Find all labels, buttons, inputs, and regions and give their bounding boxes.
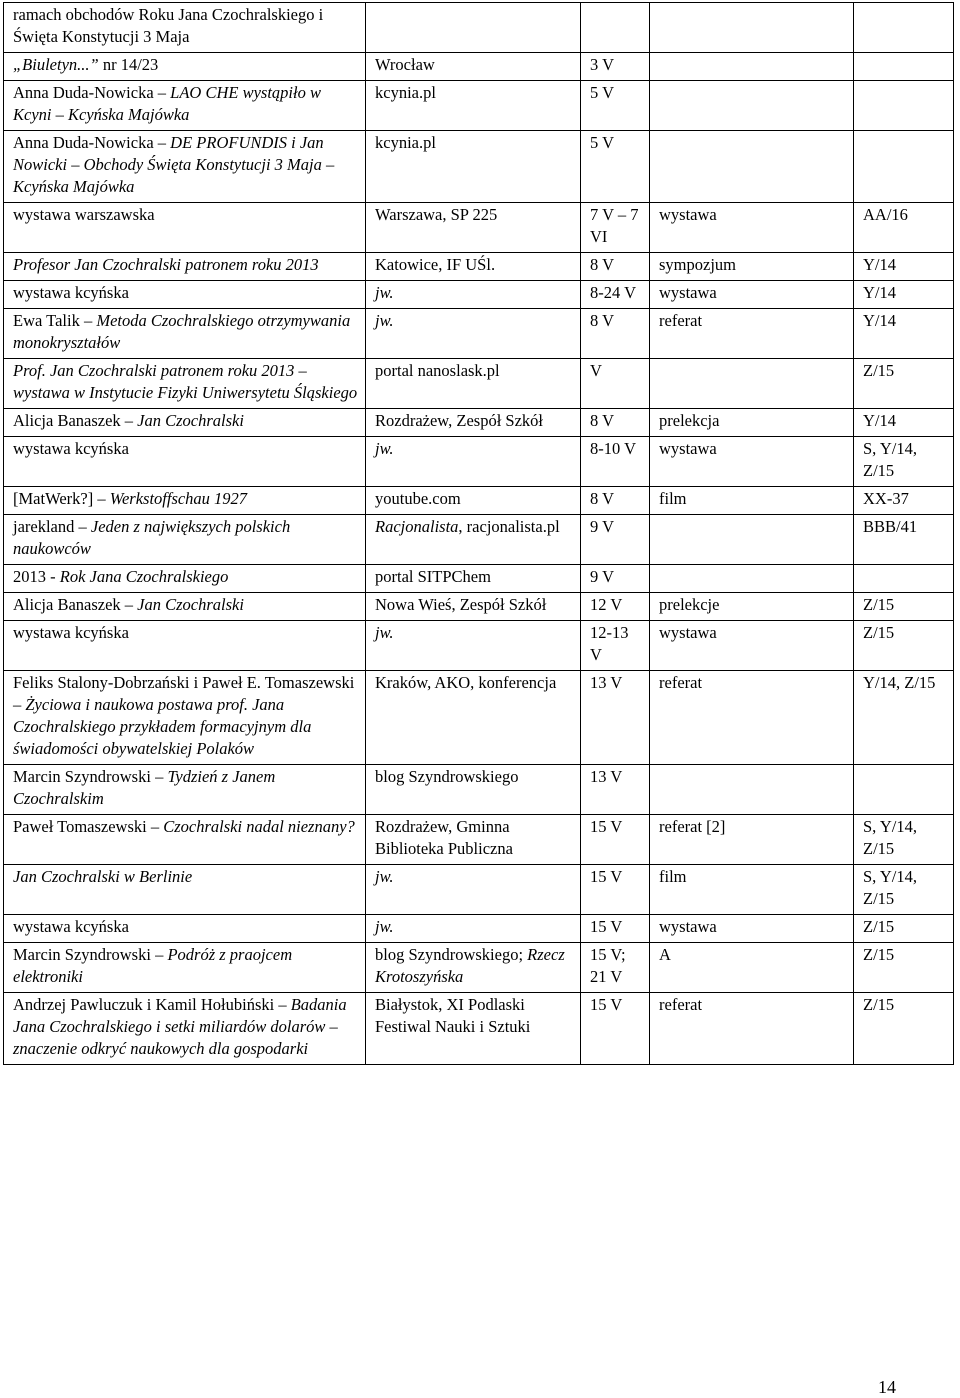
table-row: [4, 515, 954, 565]
cell-place-text: Warszawa, SP 225: [375, 205, 498, 224]
cell-type: [650, 621, 854, 671]
cell-code: [854, 765, 954, 815]
cell-title-text: Ewa Talik –: [13, 311, 97, 330]
cell-date: [581, 203, 650, 253]
cell-title: [4, 671, 366, 765]
cell-date-text: 12 V: [590, 595, 623, 614]
cell-code-text: Y/14: [863, 255, 896, 274]
table-row: [4, 865, 954, 915]
cell-title: [4, 915, 366, 943]
cell-place: [366, 593, 581, 621]
cell-date: [581, 815, 650, 865]
event-register-body: [4, 3, 954, 1065]
cell-place: [366, 309, 581, 359]
cell-title-text: Czochralski nadal nieznany?: [163, 817, 355, 836]
cell-place-text: Rzecz Krotoszyńska: [375, 945, 565, 986]
cell-date: [581, 253, 650, 281]
cell-date: [581, 943, 650, 993]
cell-title: [4, 81, 366, 131]
cell-code: [854, 943, 954, 993]
cell-title-text: Werkstoffschau 1927: [109, 489, 248, 508]
cell-place-text: youtube.com: [375, 489, 461, 508]
cell-place: [366, 993, 581, 1065]
table-row: [4, 593, 954, 621]
cell-type-text: prelekcja: [659, 411, 720, 430]
cell-title-text: nr 14/23: [98, 55, 159, 74]
cell-date: [581, 359, 650, 409]
cell-title: [4, 993, 366, 1065]
cell-title-text: DE PROFUNDIS i Jan Nowicki – Obchody Święta Konstytucji 3 Maja – Kcyńska Majówka: [13, 133, 335, 196]
cell-code-text: BBB/41: [863, 517, 918, 536]
table-row: [4, 765, 954, 815]
cell-date-text: 3 V: [590, 55, 614, 74]
cell-title-text: Feliks Stalony-Dobrzański i Paweł E. Tomaszewski –: [13, 673, 355, 714]
cell-title: [4, 515, 366, 565]
cell-title: [4, 281, 366, 309]
cell-place-text: jw.: [375, 623, 394, 642]
cell-date: [581, 915, 650, 943]
cell-place: [366, 131, 581, 203]
cell-date: [581, 765, 650, 815]
cell-title-text: wystawa warszawska: [13, 205, 155, 224]
cell-place: [366, 409, 581, 437]
cell-code-text: Z/15: [863, 995, 895, 1014]
cell-type: [650, 565, 854, 593]
cell-type: [650, 253, 854, 281]
cell-date: [581, 865, 650, 915]
cell-date: [581, 993, 650, 1065]
cell-type-text: wystawa: [659, 283, 717, 302]
cell-type: [650, 943, 854, 993]
cell-place: [366, 53, 581, 81]
cell-code-text: Z/15: [863, 595, 895, 614]
cell-place-text: blog Szyndrowskiego;: [375, 945, 528, 964]
cell-place: [366, 865, 581, 915]
cell-title: [4, 593, 366, 621]
cell-date-text: 13 V: [590, 767, 623, 786]
cell-title: [4, 359, 366, 409]
page-number: 14: [878, 1377, 896, 1397]
cell-date-text: 8 V: [590, 489, 614, 508]
cell-type: [650, 131, 854, 203]
cell-date-text: 9 V: [590, 517, 614, 536]
cell-title-text: Tydzień z Janem Czochralskim: [13, 767, 276, 808]
cell-place-text: jw.: [375, 917, 394, 936]
cell-place-text: portal SITPChem: [375, 567, 491, 586]
cell-title: [4, 131, 366, 203]
cell-title-text: Badania Jana Czochralskiego i setki miliardów dolarów – znaczenie odkryć naukowych dla gospodarki: [13, 995, 347, 1058]
cell-place: [366, 671, 581, 765]
cell-title: [4, 943, 366, 993]
cell-place-text: Katowice, IF UŚl.: [375, 255, 496, 274]
cell-code: [854, 487, 954, 515]
cell-date: [581, 565, 650, 593]
cell-title: [4, 765, 366, 815]
cell-date-text: 7 V – 7 VI: [590, 205, 639, 246]
cell-title-text: wystawa kcyńska: [13, 623, 129, 642]
cell-date-text: 13 V: [590, 673, 623, 692]
cell-place: [366, 359, 581, 409]
cell-title-text: wystawa kcyńska: [13, 283, 129, 302]
cell-title-text: Anna Duda-Nowicka –: [13, 133, 171, 152]
cell-title-text: „Biuletyn...”: [13, 55, 99, 74]
cell-code: [854, 253, 954, 281]
cell-code-text: Y/14, Z/15: [863, 673, 936, 692]
cell-date-text: 9 V: [590, 567, 614, 586]
cell-place-text: Nowa Wieś, Zespół Szkół: [375, 595, 547, 614]
cell-date: [581, 409, 650, 437]
cell-date: [581, 487, 650, 515]
cell-title-text: Jan Czochralski: [137, 595, 244, 614]
cell-place-text: blog Szyndrowskiego: [375, 767, 519, 786]
table-row: [4, 815, 954, 865]
cell-date: [581, 671, 650, 765]
cell-date: [581, 593, 650, 621]
cell-place-text: , racjonalista.pl: [458, 517, 560, 536]
cell-place: [366, 81, 581, 131]
cell-place: [366, 943, 581, 993]
cell-place: [366, 565, 581, 593]
cell-title-text: Anna Duda-Nowicka –: [13, 83, 171, 102]
table-row: [4, 671, 954, 765]
cell-type-text: wystawa: [659, 917, 717, 936]
cell-type: [650, 765, 854, 815]
cell-type: [650, 281, 854, 309]
table-row: [4, 487, 954, 515]
cell-type: [650, 593, 854, 621]
cell-type: [650, 671, 854, 765]
cell-place: [366, 281, 581, 309]
cell-type-text: referat [2]: [659, 817, 726, 836]
cell-type-text: wystawa: [659, 439, 717, 458]
cell-title-text: Marcin Szyndrowski –: [13, 767, 168, 786]
cell-date-text: 15 V: [590, 917, 623, 936]
cell-date: [581, 309, 650, 359]
cell-type: [650, 815, 854, 865]
cell-code: [854, 281, 954, 309]
cell-code-text: S, Y/14, Z/15: [863, 817, 917, 858]
cell-place: [366, 815, 581, 865]
cell-date-text: 8 V: [590, 411, 614, 430]
cell-type-text: prelekcje: [659, 595, 720, 614]
cell-title-text: 2013 -: [13, 567, 60, 586]
cell-date: [581, 437, 650, 487]
cell-type: [650, 53, 854, 81]
cell-type: [650, 437, 854, 487]
table-row: [4, 281, 954, 309]
cell-code-text: Z/15: [863, 623, 895, 642]
cell-date-text: 12-13 V: [590, 623, 629, 664]
cell-code-text: AA/16: [863, 205, 908, 224]
table-row: [4, 81, 954, 131]
cell-code: [854, 131, 954, 203]
cell-date-text: 15 V: [590, 817, 623, 836]
table-row: [4, 915, 954, 943]
cell-date: [581, 53, 650, 81]
cell-code-text: Y/14: [863, 411, 896, 430]
cell-code: [854, 515, 954, 565]
cell-place-text: kcynia.pl: [375, 83, 436, 102]
cell-title-text: Jan Czochralski: [137, 411, 244, 430]
cell-type: [650, 993, 854, 1065]
cell-place-text: jw.: [375, 283, 394, 302]
cell-title-text: Paweł Tomaszewski –: [13, 817, 164, 836]
table-row: [4, 3, 954, 53]
event-register-table: [3, 2, 954, 1065]
cell-type-text: referat: [659, 995, 703, 1014]
cell-title: [4, 53, 366, 81]
cell-title-text: jarekland –: [13, 517, 91, 536]
cell-code: [854, 53, 954, 81]
cell-code: [854, 915, 954, 943]
cell-date-text: 5 V: [590, 133, 614, 152]
cell-title: [4, 487, 366, 515]
cell-place: [366, 915, 581, 943]
cell-place-text: Wrocław: [375, 55, 435, 74]
cell-date: [581, 281, 650, 309]
cell-type: [650, 915, 854, 943]
cell-place-text: jw.: [375, 311, 394, 330]
cell-title: [4, 309, 366, 359]
cell-code-text: Z/15: [863, 917, 895, 936]
cell-type: [650, 81, 854, 131]
cell-place-text: Białystok, XI Podlaski Festiwal Nauki i Sztuki: [375, 995, 531, 1036]
cell-code: [854, 815, 954, 865]
table-row: [4, 359, 954, 409]
cell-type-text: film: [659, 489, 687, 508]
cell-code: [854, 671, 954, 765]
cell-type: [650, 3, 854, 53]
cell-place: [366, 253, 581, 281]
cell-date-text: 15 V: [590, 995, 623, 1014]
cell-title: [4, 3, 366, 53]
cell-title-text: Profesor Jan Czochralski patronem roku 2013: [13, 255, 319, 274]
cell-code: [854, 865, 954, 915]
cell-code: [854, 3, 954, 53]
cell-date-text: 15 V; 21 V: [590, 945, 626, 986]
cell-title: [4, 409, 366, 437]
table-row: [4, 943, 954, 993]
table-row: [4, 993, 954, 1065]
cell-title-text: wystawa kcyńska: [13, 439, 129, 458]
cell-type: [650, 203, 854, 253]
cell-place: [366, 203, 581, 253]
table-row: [4, 253, 954, 281]
cell-place-text: jw.: [375, 439, 394, 458]
cell-title-text: ramach obchodów Roku Jana Czochralskiego i Święta Konstytucji 3 Maja: [13, 5, 324, 46]
cell-place-text: jw.: [375, 867, 394, 886]
cell-date-text: 8-24 V: [590, 283, 636, 302]
cell-type: [650, 865, 854, 915]
cell-date: [581, 621, 650, 671]
cell-code: [854, 993, 954, 1065]
cell-code-text: S, Y/14, Z/15: [863, 867, 917, 908]
cell-type-text: wystawa: [659, 205, 717, 224]
cell-type: [650, 409, 854, 437]
table-row: [4, 621, 954, 671]
cell-title: [4, 203, 366, 253]
cell-code: [854, 593, 954, 621]
cell-title-text: Marcin Szyndrowski –: [13, 945, 168, 964]
cell-date-text: 8-10 V: [590, 439, 636, 458]
cell-place-text: portal nanoslask.pl: [375, 361, 500, 380]
cell-title-text: Andrzej Pawluczuk i Kamil Hołubiński –: [13, 995, 291, 1014]
cell-type: [650, 359, 854, 409]
table-row: [4, 409, 954, 437]
cell-code-text: Z/15: [863, 945, 895, 964]
cell-place: [366, 765, 581, 815]
cell-place: [366, 437, 581, 487]
cell-date-text: 8 V: [590, 311, 614, 330]
cell-code: [854, 309, 954, 359]
cell-code-text: Z/15: [863, 361, 895, 380]
cell-title: [4, 565, 366, 593]
cell-type-text: referat: [659, 311, 703, 330]
cell-type: [650, 487, 854, 515]
cell-date: [581, 515, 650, 565]
cell-code-text: Y/14: [863, 283, 896, 302]
cell-type: [650, 309, 854, 359]
cell-type-text: A: [659, 945, 671, 964]
cell-title-text: [MatWerk?] –: [13, 489, 110, 508]
cell-title: [4, 253, 366, 281]
cell-date: [581, 3, 650, 53]
cell-title: [4, 437, 366, 487]
cell-code-text: Y/14: [863, 311, 896, 330]
cell-place: [366, 487, 581, 515]
cell-date-text: 8 V: [590, 255, 614, 274]
cell-place-text: Racjonalista: [375, 517, 459, 536]
cell-date-text: 15 V: [590, 867, 623, 886]
cell-date: [581, 81, 650, 131]
table-row: [4, 53, 954, 81]
cell-title-text: Rok Jana Czochralskiego: [59, 567, 229, 586]
cell-title-text: Alicja Banaszek –: [13, 595, 138, 614]
table-row: [4, 437, 954, 487]
cell-place: [366, 515, 581, 565]
cell-type-text: referat: [659, 673, 703, 692]
cell-title-text: Prof. Jan Czochralski patronem roku 2013 – wystawa w Instytucie Fizyki Uniwersytetu Śląskiego: [13, 361, 358, 402]
cell-title-text: Jeden z największych polskich naukowców: [13, 517, 291, 558]
cell-type-text: sympozjum: [659, 255, 736, 274]
table-row: [4, 203, 954, 253]
cell-title: [4, 815, 366, 865]
cell-code: [854, 621, 954, 671]
cell-title-text: wystawa kcyńska: [13, 917, 129, 936]
cell-place-text: Kraków, AKO, konferencja: [375, 673, 557, 692]
cell-type-text: wystawa: [659, 623, 717, 642]
cell-place-text: Rozdrażew, Gminna Biblioteka Publiczna: [375, 817, 513, 858]
cell-type-text: film: [659, 867, 687, 886]
table-row: [4, 131, 954, 203]
cell-title-text: Życiowa i naukowa postawa prof. Jana Czochralskiego przykładem formacyjnym dla świadomości obywatelskiej Polaków: [13, 695, 312, 758]
cell-title-text: Metoda Czochralskiego otrzymywania monokryształów: [13, 311, 351, 352]
cell-place-text: kcynia.pl: [375, 133, 436, 152]
cell-code: [854, 437, 954, 487]
cell-title-text: Alicja Banaszek –: [13, 411, 138, 430]
table-row: [4, 565, 954, 593]
cell-date-text: V: [590, 361, 602, 380]
cell-title-text: Podróż z praojcem elektroniki: [13, 945, 293, 986]
cell-date: [581, 131, 650, 203]
cell-code: [854, 203, 954, 253]
cell-code: [854, 359, 954, 409]
cell-code-text: S, Y/14, Z/15: [863, 439, 917, 480]
cell-type: [650, 515, 854, 565]
cell-code-text: XX-37: [863, 489, 909, 508]
cell-code: [854, 565, 954, 593]
cell-title-text: Jan Czochralski w Berlinie: [13, 867, 193, 886]
cell-date-text: 5 V: [590, 83, 614, 102]
cell-title: [4, 621, 366, 671]
cell-title-text: LAO CHE wystąpiło w Kcyni – Kcyńska Majówka: [13, 83, 321, 124]
cell-place: [366, 3, 581, 53]
cell-place-text: Rozdrażew, Zespół Szkół: [375, 411, 544, 430]
cell-code: [854, 409, 954, 437]
table-row: [4, 309, 954, 359]
cell-code: [854, 81, 954, 131]
cell-place: [366, 621, 581, 671]
cell-title: [4, 865, 366, 915]
